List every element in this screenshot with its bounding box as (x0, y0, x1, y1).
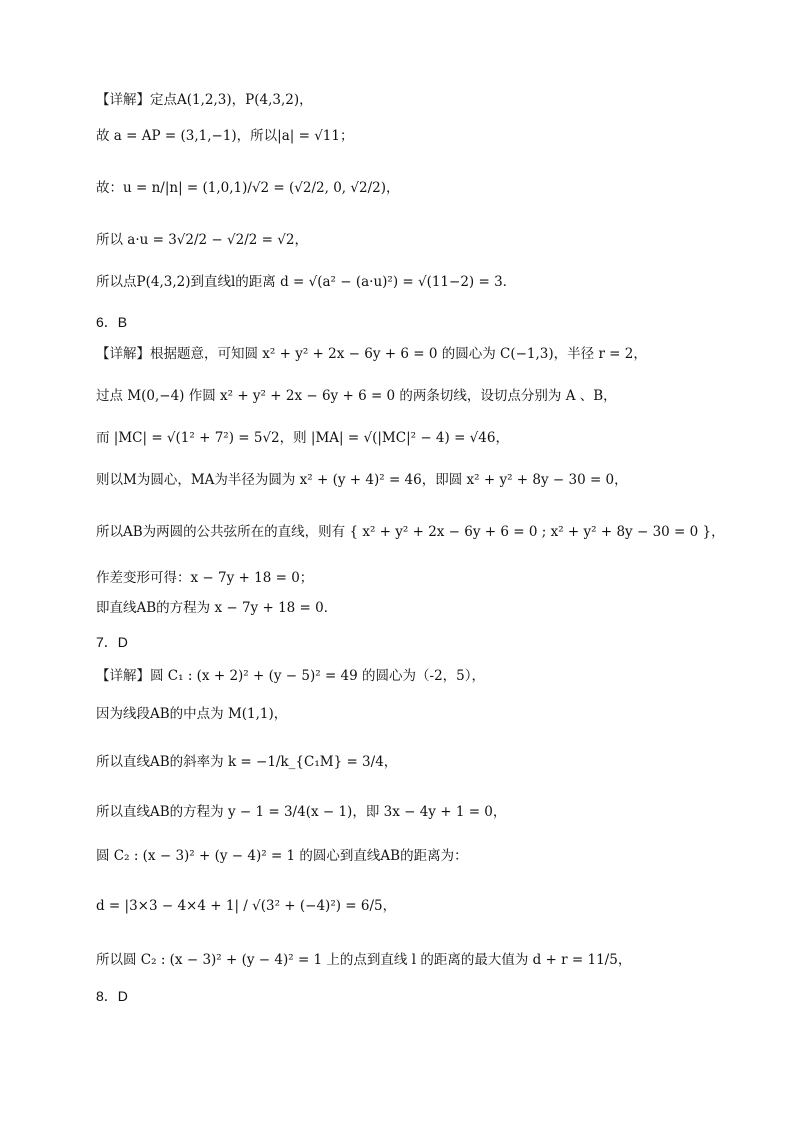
solution-line: 则以M为圆心，MA为半径为圆为 x² + (y + 4)² = 46，即圆 x² + y² + 8y − 30 = 0， (96, 472, 628, 488)
solution-line: 【详解】定点A(1,2,3)，P(4,3,2)， (96, 92, 313, 108)
solution-line: 而 |MC| = √(1² + 7²) = 5√2，则 |MA| = √(|MC|² − 4) = √46， (96, 430, 509, 446)
solution-line: 圆 C₂ : (x − 3)² + (y − 4)² = 1 的圆心到直线AB的距离为： (96, 848, 468, 864)
solution-line: d = |3×3 − 4×4 + 1| / √(3² + (−4)²) = 6/5， (96, 898, 397, 914)
solution-line: 故 a = AP = (3,1,−1)，所以|a| = √11； (96, 128, 354, 144)
answer-label: 6．B (96, 314, 128, 330)
solution-line: 即直线AB的方程为 x − 7y + 18 = 0． (96, 600, 338, 616)
solution-line: 因为线段AB的中点为 M(1,1)， (96, 706, 288, 722)
solution-line: 所以AB为两圆的公共弦所在的直线，则有 { x² + y² + 2x − 6y + 6 = 0 ; x² + y² + 8y − 30 = 0 }， (96, 524, 725, 540)
solution-line: 作差变形可得：x − 7y + 18 = 0； (96, 570, 314, 586)
solution-line: 过点 M(0,−4) 作圆 x² + y² + 2x − 6y + 6 = 0 的两条切线，设切点分别为 A 、B， (96, 388, 617, 404)
solution-line: 所以直线AB的方程为 y − 1 = 3/4(x − 1)，即 3x − 4y + 1 = 0， (96, 804, 507, 820)
solution-line: 所以圆 C₂ : (x − 3)² + (y − 4)² = 1 上的点到直线 l 的距离的最大值为 d + r = 11/5， (96, 952, 632, 968)
solution-line: 所以点P(4,3,2)到直线l的距离 d = √(a² − (a·u)²) = √(11−2) = 3． (96, 274, 517, 290)
solution-line: 所以 a·u = 3√2/2 − √2/2 = √2， (96, 232, 308, 248)
solution-line: 所以直线AB的斜率为 k = −1/k_{C₁M} = 3/4， (96, 754, 398, 770)
solution-line: 故：u = n/|n| = (1,0,1)/√2 = (√2/2, 0, √2/2)， (96, 180, 400, 196)
solution-line: 【详解】圆 C₁ : (x + 2)² + (y − 5)² = 49 的圆心为（-2，5）， (96, 668, 486, 684)
answer-label: 8．D (96, 988, 128, 1004)
answer-label: 7．D (96, 634, 128, 650)
solution-line: 【详解】根据题意，可知圆 x² + y² + 2x − 6y + 6 = 0 的圆心为 C(−1,3)，半径 r = 2， (96, 346, 647, 362)
